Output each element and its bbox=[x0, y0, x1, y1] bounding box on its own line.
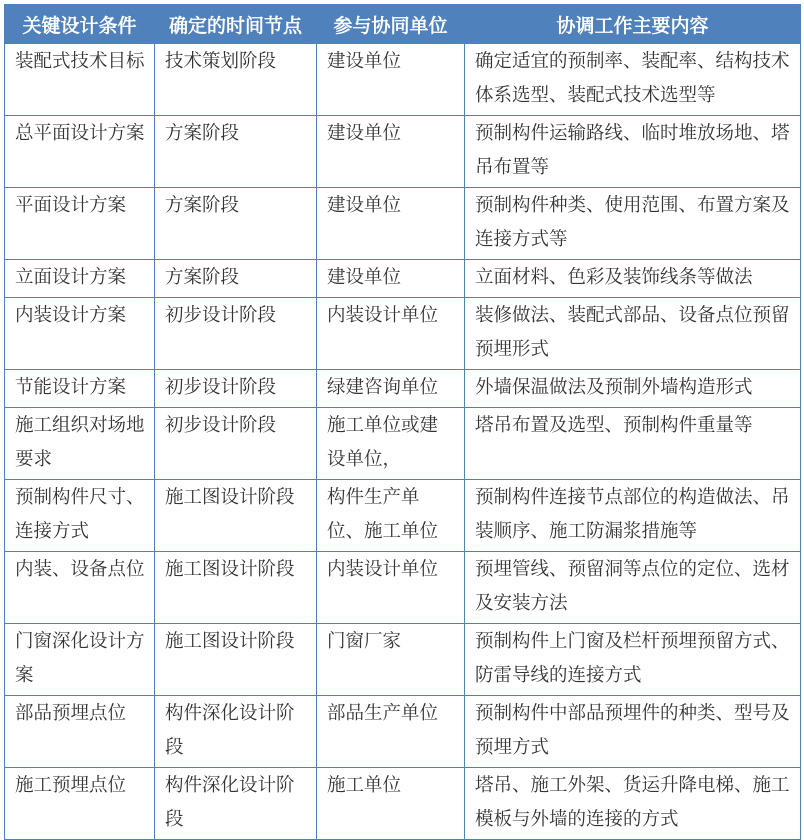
cell-condition: 施工预埋点位 bbox=[5, 768, 155, 840]
table-row bbox=[5, 188, 801, 260]
cell-condition: 施工组织对场地要求 bbox=[5, 408, 155, 480]
cell-condition: 部品预埋点位 bbox=[5, 696, 155, 768]
cell-condition: 内装设计方案 bbox=[5, 298, 155, 370]
cell-unit: 构件生产单位、施工单位 bbox=[317, 480, 465, 552]
table-row bbox=[5, 116, 801, 188]
cell-time-node: 初步设计阶段 bbox=[155, 298, 317, 370]
cell-content: 预制构件种类、使用范围、布置方案及连接方式等 bbox=[465, 188, 801, 260]
cell-time-node: 构件深化设计阶段 bbox=[155, 696, 317, 768]
cell-condition: 预制构件尺寸、连接方式 bbox=[5, 480, 155, 552]
table-header bbox=[5, 5, 801, 44]
cell-time-node: 初步设计阶段 bbox=[155, 408, 317, 480]
cell-time-node: 施工图设计阶段 bbox=[155, 624, 317, 696]
cell-condition: 平面设计方案 bbox=[5, 188, 155, 260]
cell-condition: 节能设计方案 bbox=[5, 370, 155, 408]
table-row bbox=[5, 298, 801, 370]
cell-unit: 部品生产单位 bbox=[317, 696, 465, 768]
cell-content: 预制构件连接节点部位的构造做法、吊装顺序、施工防漏浆措施等 bbox=[465, 480, 801, 552]
cell-content: 预制构件运输路线、临时堆放场地、塔吊布置等 bbox=[465, 116, 801, 188]
cell-time-node: 方案阶段 bbox=[155, 116, 317, 188]
table-row bbox=[5, 768, 801, 840]
cell-unit: 内装设计单位 bbox=[317, 552, 465, 624]
table-row bbox=[5, 370, 801, 408]
cell-content: 预制构件上门窗及栏杆预埋预留方式、防雷导线的连接方式 bbox=[465, 624, 801, 696]
header-key-design-condition: 关键设计条件 bbox=[5, 5, 155, 44]
cell-condition: 装配式技术目标 bbox=[5, 44, 155, 116]
cell-unit: 建设单位 bbox=[317, 260, 465, 298]
cell-time-node: 构件深化设计阶段 bbox=[155, 768, 317, 840]
header-coordination-content: 协调工作主要内容 bbox=[465, 5, 801, 44]
table-row bbox=[5, 480, 801, 552]
table-row bbox=[5, 696, 801, 768]
cell-content: 塔吊布置及选型、预制构件重量等 bbox=[465, 408, 801, 480]
cell-condition: 门窗深化设计方案 bbox=[5, 624, 155, 696]
cell-unit: 绿建咨询单位 bbox=[317, 370, 465, 408]
cell-unit: 建设单位 bbox=[317, 116, 465, 188]
header-row bbox=[5, 5, 801, 44]
cell-unit: 门窗厂家 bbox=[317, 624, 465, 696]
cell-content: 装修做法、装配式部品、设备点位预留预埋形式 bbox=[465, 298, 801, 370]
cell-content: 预埋管线、预留洞等点位的定位、选材及安装方法 bbox=[465, 552, 801, 624]
table-body bbox=[5, 44, 801, 840]
header-time-node: 确定的时间节点 bbox=[155, 5, 317, 44]
table-row bbox=[5, 624, 801, 696]
table-row bbox=[5, 552, 801, 624]
cell-unit: 施工单位 bbox=[317, 768, 465, 840]
cell-unit: 施工单位或建设单位， bbox=[317, 408, 465, 480]
cell-time-node: 技术策划阶段 bbox=[155, 44, 317, 116]
cell-condition: 内装、设备点位 bbox=[5, 552, 155, 624]
cell-time-node: 方案阶段 bbox=[155, 260, 317, 298]
cell-condition: 立面设计方案 bbox=[5, 260, 155, 298]
coordination-table-container bbox=[4, 4, 800, 840]
cell-unit: 建设单位 bbox=[317, 188, 465, 260]
header-participating-unit: 参与协同单位 bbox=[317, 5, 465, 44]
cell-content: 外墙保温做法及预制外墙构造形式 bbox=[465, 370, 801, 408]
table-row bbox=[5, 408, 801, 480]
cell-time-node: 初步设计阶段 bbox=[155, 370, 317, 408]
cell-unit: 内装设计单位 bbox=[317, 298, 465, 370]
cell-content: 预制构件中部品预埋件的种类、型号及预埋方式 bbox=[465, 696, 801, 768]
cell-time-node: 施工图设计阶段 bbox=[155, 552, 317, 624]
table-row bbox=[5, 260, 801, 298]
cell-time-node: 方案阶段 bbox=[155, 188, 317, 260]
cell-content: 立面材料、色彩及装饰线条等做法 bbox=[465, 260, 801, 298]
design-coordination-table bbox=[4, 4, 801, 840]
cell-content: 确定适宜的预制率、装配率、结构技术体系选型、装配式技术选型等 bbox=[465, 44, 801, 116]
cell-content: 塔吊、施工外架、货运升降电梯、施工模板与外墙的连接的方式 bbox=[465, 768, 801, 840]
cell-condition: 总平面设计方案 bbox=[5, 116, 155, 188]
cell-unit: 建设单位 bbox=[317, 44, 465, 116]
cell-time-node: 施工图设计阶段 bbox=[155, 480, 317, 552]
table-row bbox=[5, 44, 801, 116]
